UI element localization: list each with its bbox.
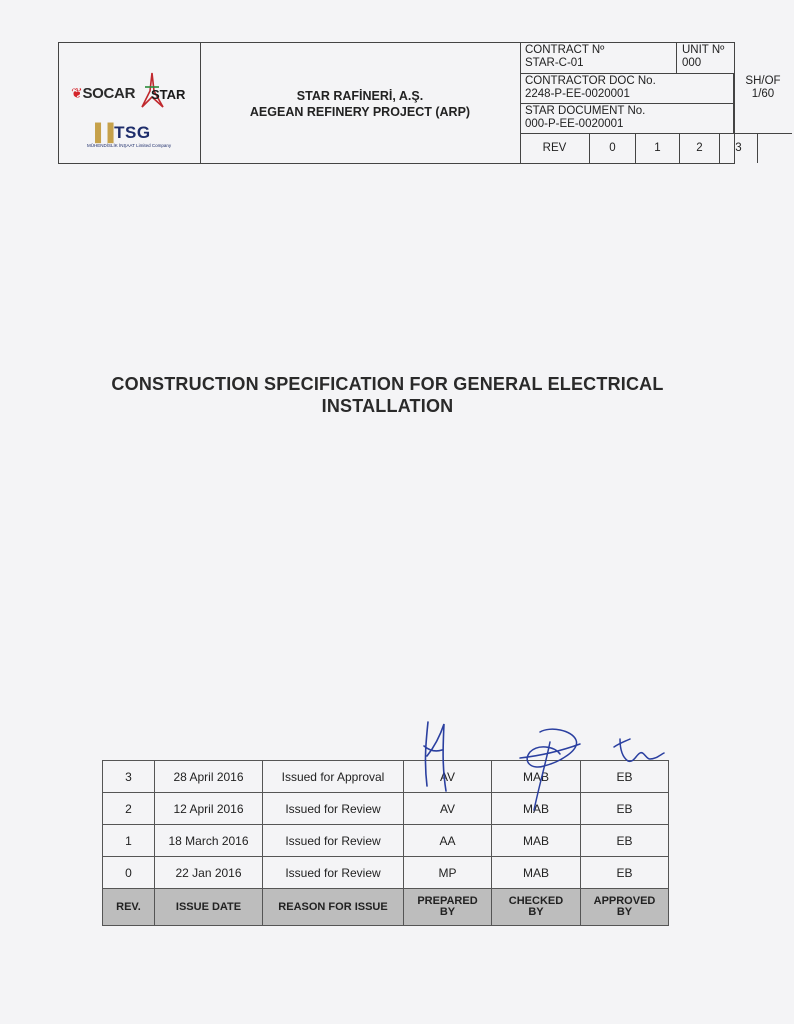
unit-label: UNIT Nº: [682, 44, 725, 56]
revision-row: [103, 793, 669, 825]
issue-date-cell: 18 March 2016: [155, 825, 263, 857]
rev-number-cell: 2: [103, 793, 155, 825]
star-logo-text: STAR: [151, 87, 186, 102]
document-title-line-2: INSTALLATION: [321, 396, 454, 416]
rev-number-cell: 0: [103, 857, 155, 889]
contractor-doc-value: 2248-P-EE-0020001: [525, 88, 630, 100]
unit-cell: [677, 43, 734, 74]
rev-number-cell: 1: [103, 825, 155, 857]
logo-cell: [59, 43, 201, 163]
prepared-by-cell: MP: [404, 857, 492, 889]
header-issue-date: ISSUE DATE: [155, 889, 263, 926]
sheet-cell: [734, 74, 792, 134]
company-name: STAR RAFİNERİ, A.Ş.: [296, 89, 424, 103]
tsg-logo-subtitle: MÜHENDİSLİK İNŞAAT Limited Company: [87, 143, 172, 148]
checked-by-cell: MAB: [492, 793, 581, 825]
header-reason: REASON FOR ISSUE: [263, 889, 404, 926]
issue-date-cell: 22 Jan 2016: [155, 857, 263, 889]
contractor-doc-label: CONTRACTOR DOC No.: [525, 75, 656, 87]
title-cell: [200, 43, 521, 163]
sheet-label: SH/OF: [745, 75, 781, 87]
star-doc-label: STAR DOCUMENT No.: [525, 105, 646, 117]
star-doc-cell: [520, 104, 734, 134]
prepared-by-cell: AV: [404, 761, 492, 793]
header-checked: CHECKED BY: [492, 889, 581, 926]
revision-table: [102, 760, 669, 926]
contract-label: CONTRACT Nº: [525, 44, 605, 56]
revision-row: [103, 825, 669, 857]
reason-for-issue-cell: Issued for Review: [263, 793, 404, 825]
tsg-logo: ▐▐TSG: [89, 123, 151, 142]
reason-for-issue-cell: Issued for Review: [263, 825, 404, 857]
checked-by-cell: MAB: [492, 761, 581, 793]
unit-value: 000: [682, 57, 702, 69]
star-doc-value: 000-P-EE-0020001: [525, 118, 624, 130]
contract-cell: [520, 43, 677, 74]
reason-for-issue-cell: Issued for Approval: [263, 761, 404, 793]
revision-row: [103, 857, 669, 889]
issue-date-cell: 28 April 2016: [155, 761, 263, 793]
rev-label-cell: REV: [520, 134, 590, 163]
reason-for-issue-cell: Issued for Review: [263, 857, 404, 889]
socar-logo: ❦SOCAR: [71, 85, 136, 102]
rev-cell: [758, 134, 794, 163]
header-prepared: PREPARED BY: [404, 889, 492, 926]
header-approved: APPROVED BY: [581, 889, 669, 926]
project-name: AEGEAN REFINERY PROJECT (ARP): [249, 105, 471, 119]
approved-by-cell: EB: [581, 761, 669, 793]
prepared-by-cell: AV: [404, 793, 492, 825]
approved-by-cell: EB: [581, 793, 669, 825]
revision-row: [103, 761, 669, 793]
revision-table-header-row: [103, 889, 669, 926]
contract-value: STAR-C-01: [525, 57, 584, 69]
rev-number-cell: 3: [103, 761, 155, 793]
approved-by-cell: EB: [581, 825, 669, 857]
contractor-doc-cell: [520, 74, 734, 104]
rev-cell: 3: [720, 134, 758, 163]
checked-by-cell: MAB: [492, 857, 581, 889]
rev-cell: 0: [590, 134, 636, 163]
header-block: [58, 42, 781, 164]
flame-icon: ❦: [71, 85, 83, 101]
rev-cell: 2: [680, 134, 720, 163]
prepared-by-cell: AA: [404, 825, 492, 857]
rev-cell: 1: [636, 134, 680, 163]
checked-by-cell: MAB: [492, 825, 581, 857]
header-rev: REV.: [103, 889, 155, 926]
approved-by-cell: EB: [581, 857, 669, 889]
document-title-line-1: CONSTRUCTION SPECIFICATION FOR GENERAL ELECTRICAL: [111, 374, 664, 394]
sheet-value: 1/60: [751, 88, 775, 100]
issue-date-cell: 12 April 2016: [155, 793, 263, 825]
document-title: [60, 373, 715, 417]
